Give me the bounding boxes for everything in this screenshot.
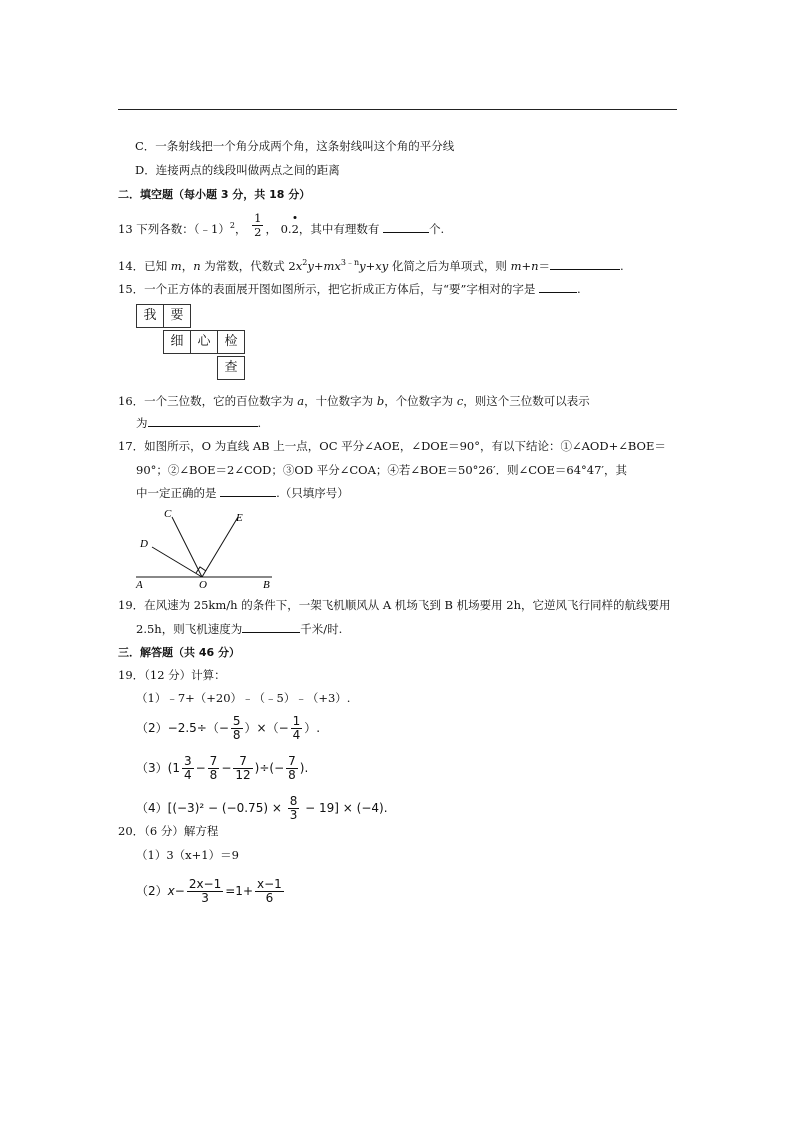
q20-p2-eq: =1+	[225, 884, 253, 898]
q14-sup2: 2	[302, 258, 308, 267]
q19-p2-frac2	[291, 715, 303, 742]
q14-m: m	[170, 258, 182, 273]
q15-answer-blank[interactable]	[539, 281, 577, 293]
q13-fraction	[252, 212, 263, 239]
q19-part-1: （1）﹣7+（+20）﹣（﹣5）﹣（+3）.	[136, 691, 351, 705]
q14-eq: ＝	[538, 258, 551, 273]
q13-answer-blank[interactable]	[383, 221, 429, 233]
q14-plus-xy: +	[365, 258, 376, 273]
q19-p4-b: − 19] × (−4).	[301, 801, 388, 815]
q19-p2-mid: ）×（−	[244, 721, 289, 735]
q19-p4-a: [(−3)² − (−0.75) ×	[167, 801, 286, 815]
q19-p2-end: ）.	[304, 721, 321, 735]
q19-p2-n1: 5	[232, 714, 241, 728]
label-o: O	[199, 579, 207, 590]
q19-p2-d1: 8	[232, 728, 241, 742]
q13-decimal	[281, 222, 299, 236]
question-19a-line1: 19．在风速为 25km/h 的条件下，一架飞机顺风从 A 机场飞到 B 机场要用 2h，它逆风飞行同样的航线要用	[118, 598, 671, 612]
section-2-title: 二．填空题（每小题 3 分，共 18 分）	[118, 188, 311, 201]
q16-a: a	[297, 394, 305, 408]
question-17-line1: 17．如图所示，O 为直线 AB 上一点，OC 平分∠AOE，∠DOE＝90°，有以下结论：①∠AOD+∠BOE＝	[118, 439, 666, 453]
q16-c: c	[456, 394, 464, 408]
q13-exp: 2	[229, 221, 235, 230]
q17-line3: 中一定正确的是	[136, 486, 217, 500]
cube-cell-2: 要	[163, 304, 191, 328]
q19-p3-d3: 12	[235, 768, 251, 782]
q13-end: 个.	[429, 221, 445, 236]
question-17-line2: 90°；②∠BOE＝2∠COD；③OD 平分∠COA；④若∠BOE＝50°26′．则∠COE＝64°47′，其	[136, 463, 628, 477]
question-16	[118, 393, 590, 409]
q16-line2: 为	[136, 416, 148, 430]
q19-p3-frac3	[233, 755, 252, 782]
q19-p3-c: −	[221, 761, 232, 775]
q16-text-d: ，则这个三位数可以表示	[463, 394, 590, 408]
q16-answer-blank[interactable]	[148, 415, 258, 427]
q19-p4-n: 8	[289, 794, 298, 808]
q20-p2-n1: 2x−1	[188, 877, 222, 891]
question-13	[118, 211, 445, 240]
q19-p3-b: −	[195, 761, 206, 775]
q13-suffix: ，其中有理数有	[298, 221, 380, 236]
q15-end: .	[577, 282, 581, 296]
angle-figure	[130, 505, 280, 590]
q14-end: .	[620, 258, 624, 273]
q13-den: 2	[254, 225, 262, 240]
q20-p2-d1: 3	[201, 891, 209, 905]
q19-p3-end: ).	[299, 761, 309, 775]
q19-p3-n4: 7	[288, 754, 296, 768]
q20-part-1: （1）3（x+1）＝9	[136, 848, 239, 862]
q19a-answer-blank[interactable]	[242, 621, 300, 633]
q19-p4-frac	[288, 795, 300, 822]
q19-p3-frac1	[182, 755, 194, 782]
cube-cell-4: 心	[190, 330, 218, 354]
q14-mn: m+n	[510, 258, 539, 273]
option-d: D．连接两点的线段叫做两点之间的距离	[135, 163, 340, 177]
q19-p2-n2: 1	[292, 714, 301, 728]
question-20-title: 20．（6 分）解方程	[118, 824, 219, 838]
q14-comma: ，	[181, 258, 194, 273]
q19-p3-d4: 8	[288, 768, 296, 782]
q14-plus-m: +	[313, 258, 324, 273]
q13-dec-a: 0.	[280, 221, 292, 236]
cube-cell-3: 细	[163, 330, 191, 354]
q19-p2-frac1	[231, 715, 243, 742]
q16-text-b: ，十位数字为	[304, 394, 377, 408]
section-3-title: 三．解答题（共 46 分）	[118, 646, 240, 659]
q19a-line2-end: 千米/时.	[300, 622, 343, 636]
question-19a-line2	[136, 621, 342, 637]
label-c: C	[164, 508, 172, 520]
label-a: A	[136, 579, 143, 590]
q19a-line2: 2.5h，则飞机速度为	[136, 622, 243, 636]
q19-p3-d: )÷(−	[254, 761, 285, 775]
q19-p3-d2: 8	[209, 768, 218, 782]
q20-p2-x: x	[167, 884, 175, 898]
q20-p2-d2: 6	[265, 891, 274, 905]
q19-p4-d: 3	[289, 808, 298, 822]
q20-p2-n2: x−1	[257, 877, 282, 891]
q16-b: b	[376, 394, 385, 408]
q19-p2-expr: −2.5÷（−	[167, 721, 229, 735]
label-e: E	[236, 512, 243, 524]
q13-dec-b: 2	[291, 221, 299, 236]
q16-end: .	[257, 416, 262, 430]
q20-part-2	[136, 878, 286, 905]
q14-answer-blank[interactable]	[550, 258, 620, 270]
question-19-title: 19．（12 分）计算：	[118, 668, 226, 682]
q19-p4-label: （4）	[136, 801, 168, 815]
q13-prefix: 13 下列各数：（﹣1）	[118, 221, 230, 236]
header-rule	[118, 109, 677, 110]
q19-p3-n1: 3	[183, 754, 192, 768]
option-c: C．一条射线把一个角分成两个角，这条射线叫这个角的平分线	[135, 139, 455, 153]
q13-sep2: ，	[265, 221, 277, 236]
q14-xy: xy	[375, 258, 389, 273]
q19-part-2	[136, 715, 320, 742]
q19-p3-frac2	[208, 755, 220, 782]
q16-text-c: ，个位数字为	[384, 394, 457, 408]
q19-p3-n2: 7	[209, 754, 218, 768]
label-b: B	[263, 579, 270, 590]
q19-p2-d2: 4	[292, 728, 301, 742]
q15-text: 15．一个正方体的表面展开图如图所示，把它折成正方体后，与“要”字相对的字是	[118, 282, 536, 296]
question-17-line3	[136, 485, 349, 501]
q20-p2-label: （2）	[136, 884, 168, 898]
q14-text-c: 化简之后为单项式，则	[388, 258, 511, 273]
q19-p3-frac4	[286, 755, 298, 782]
q14-text-a: 14．已知	[118, 258, 171, 273]
ray-oe	[202, 517, 238, 577]
q14-n: n	[193, 258, 201, 273]
q19-p3-d1: 4	[183, 768, 192, 782]
cube-cell-6: 查	[217, 356, 245, 380]
cube-cell-5: 检	[217, 330, 245, 354]
q19-part-3	[136, 755, 308, 782]
q20-p2-frac2	[255, 878, 284, 905]
q14-y: y	[307, 258, 314, 273]
question-14	[118, 255, 624, 274]
q19-p3-a: (1	[167, 761, 180, 775]
q14-sup3n: 3﹣n	[340, 258, 360, 267]
q16-text-a: 16．一个三位数，它的百位数字为	[118, 394, 298, 408]
question-16-line2	[136, 415, 261, 431]
q19-p3-n3: 7	[233, 755, 252, 769]
q14-text-b: 为常数，代数式 2	[200, 258, 296, 273]
q19-p3-label: （3）	[136, 761, 168, 775]
q13-sep: ，	[234, 221, 247, 236]
q17-answer-blank[interactable]	[220, 485, 276, 497]
q14-x: x	[295, 258, 303, 273]
cube-cell-1: 我	[136, 304, 164, 328]
q20-p2-frac1	[187, 878, 223, 905]
question-15	[118, 281, 581, 297]
q19-p2-label: （2）	[136, 721, 168, 735]
q19-part-4	[136, 795, 388, 822]
q14-y2: y	[359, 258, 366, 273]
q14-mx: mx	[323, 258, 341, 273]
q13-num: 1	[254, 211, 262, 226]
label-d: D	[140, 538, 148, 550]
q20-p2-minus: −	[174, 884, 185, 898]
q17-line3-end: .（只填序号）	[276, 486, 349, 500]
